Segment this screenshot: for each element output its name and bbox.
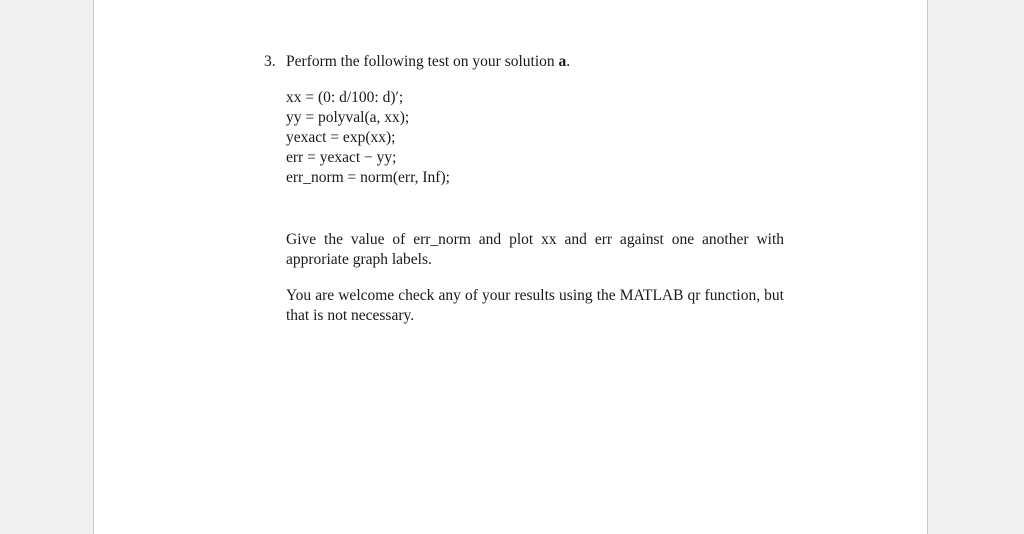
code-line-text: yy = polyval(a, xx); — [286, 109, 410, 126]
document-page — [93, 0, 928, 534]
code-block — [286, 88, 784, 188]
code-line-yy — [286, 108, 784, 128]
code-line-yexact — [286, 128, 784, 148]
problem-intro: Perform the following test on your solution — [286, 53, 559, 70]
code-line-text: err = yexact − yy; — [286, 149, 397, 166]
instruction-paragraph: Give the value of err_norm and plot xx and err against one another with approriate graph labels. — [286, 231, 784, 268]
problem-number: 3. — [264, 53, 276, 70]
code-line-err-norm — [286, 168, 784, 188]
code-line-xx — [286, 88, 784, 108]
code-line-text: yexact = exp(xx); — [286, 129, 396, 146]
note-paragraph: You are welcome check any of your results using the MATLAB qr function, but that is not necessary. — [286, 286, 784, 324]
page-content — [264, 52, 784, 341]
solution-variable: a — [558, 53, 567, 70]
code-line-text: err_norm = norm(err, Inf); — [286, 169, 450, 186]
problem-statement — [264, 52, 784, 72]
code-line-text: xx = (0: d/100: d)′; — [286, 89, 404, 106]
problem-intro-end: . — [566, 53, 571, 70]
code-line-err — [286, 148, 784, 168]
